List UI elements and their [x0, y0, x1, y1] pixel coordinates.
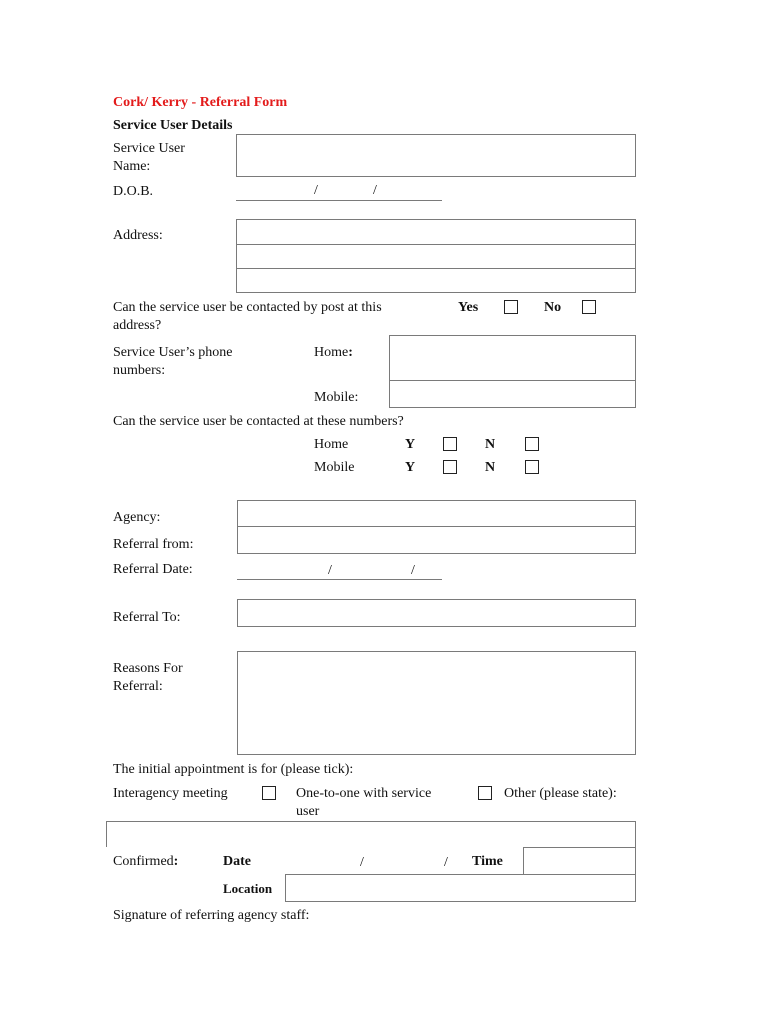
- signature-label: Signature of referring agency staff:: [113, 908, 310, 923]
- reasons-field[interactable]: [237, 651, 636, 755]
- section-service-user-details: Service User Details: [113, 118, 233, 133]
- referral-date-separator-2: /: [411, 563, 415, 578]
- service-user-name-field[interactable]: [236, 134, 636, 177]
- referral-from-label: Referral from:: [113, 537, 194, 552]
- dob-label: D.O.B.: [113, 184, 154, 199]
- mobile-n-label: N: [485, 460, 496, 475]
- other-state-field[interactable]: [106, 821, 636, 848]
- reasons-label: Reasons For Referral:: [113, 661, 183, 694]
- form-title: Cork/ Kerry - Referral Form: [113, 95, 288, 110]
- home-phone-label: Home:: [314, 345, 353, 360]
- phone-numbers-field[interactable]: [389, 335, 636, 408]
- agency-label: Agency:: [113, 510, 161, 525]
- contact-mobile-row-label: Mobile: [314, 460, 355, 475]
- service-user-name-label: Service User Name:: [113, 141, 185, 174]
- mobile-phone-label: Mobile:: [314, 390, 359, 405]
- confirmed-date-separator-1: /: [360, 855, 364, 870]
- address-line-divider-1: [236, 244, 636, 245]
- dob-separator-2: /: [373, 183, 377, 198]
- post-yes-checkbox[interactable]: [504, 300, 518, 314]
- dob-field[interactable]: [236, 200, 442, 201]
- home-y-label: Y: [405, 437, 416, 452]
- contact-home-row-label: Home: [314, 437, 349, 452]
- other-checkbox[interactable]: [478, 786, 492, 800]
- address-line-divider-2: [236, 268, 636, 269]
- referral-date-label: Referral Date:: [113, 562, 193, 577]
- post-yes-label: Yes: [458, 300, 479, 315]
- interagency-label: Interagency meeting: [113, 786, 228, 801]
- confirmed-time-label: Time: [472, 854, 503, 869]
- confirmed-time-field[interactable]: [523, 847, 636, 875]
- home-y-checkbox[interactable]: [443, 437, 457, 451]
- phone-line-divider: [389, 380, 636, 381]
- mobile-y-checkbox[interactable]: [443, 460, 457, 474]
- confirmed-label: Confirmed:: [113, 854, 179, 869]
- interagency-checkbox[interactable]: [262, 786, 276, 800]
- agency-field[interactable]: [237, 500, 636, 527]
- location-label: Location: [223, 881, 273, 896]
- referral-to-field[interactable]: [237, 599, 636, 627]
- post-no-checkbox[interactable]: [582, 300, 596, 314]
- address-field[interactable]: [236, 219, 636, 293]
- referral-to-label: Referral To:: [113, 610, 181, 625]
- referral-date-separator-1: /: [328, 563, 332, 578]
- dob-separator-1: /: [314, 183, 318, 198]
- post-no-label: No: [544, 300, 562, 315]
- initial-appointment-label: The initial appointment is for (please tick):: [113, 762, 354, 777]
- address-label: Address:: [113, 228, 163, 243]
- home-n-label: N: [485, 437, 496, 452]
- other-label: Other (please state):: [504, 786, 617, 801]
- mobile-n-checkbox[interactable]: [525, 460, 539, 474]
- confirmed-date-label: Date: [223, 854, 251, 869]
- home-n-checkbox[interactable]: [525, 437, 539, 451]
- contact-post-question: Can the service user be contacted by post at this address?: [113, 300, 382, 333]
- referral-date-field[interactable]: [237, 579, 442, 580]
- referral-from-field[interactable]: [237, 526, 636, 554]
- phone-numbers-label: Service User’s phone numbers:: [113, 345, 233, 378]
- confirmed-date-separator-2: /: [444, 855, 448, 870]
- contact-numbers-question: Can the service user be contacted at these numbers?: [113, 414, 404, 429]
- location-field[interactable]: [285, 874, 636, 902]
- mobile-y-label: Y: [405, 460, 416, 475]
- one-to-one-label: One-to-one with service user: [296, 786, 432, 819]
